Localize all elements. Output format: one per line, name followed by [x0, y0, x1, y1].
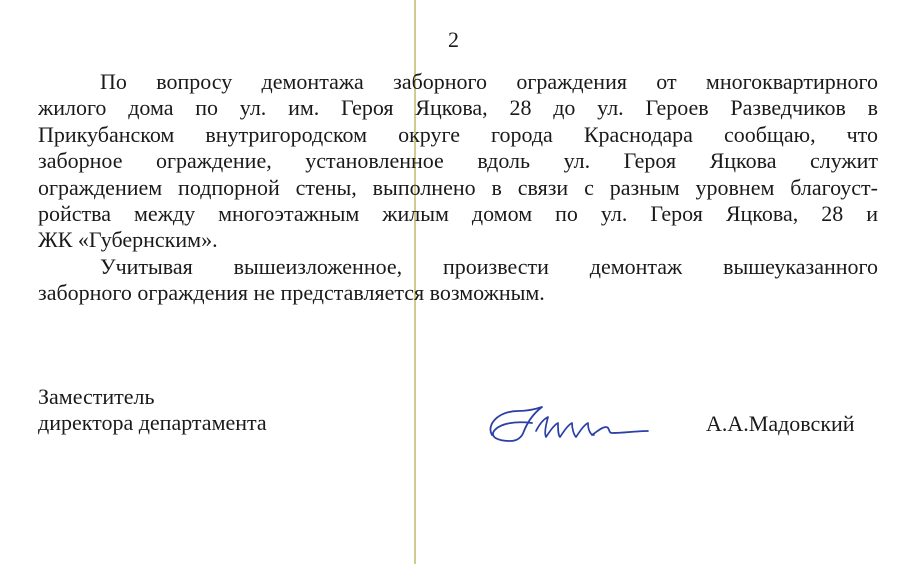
text-line: заборного ограждения не представляется возможным. — [38, 280, 545, 306]
letter-body — [38, 69, 878, 307]
signer-title-line: Заместитель — [38, 384, 155, 409]
text-line: ЖК «Губернским». — [38, 227, 218, 253]
signer-name: А.А.Мадовский — [706, 411, 855, 436]
text-line: По вопросу демонтажа заборного ограждения от многоквартирного — [100, 69, 878, 94]
signer-title — [38, 384, 267, 437]
signer-title-line: директора департамента — [38, 410, 267, 436]
text-line: Прикубанском внутригородском округе города Краснодара сообщаю, что — [38, 121, 878, 147]
handwritten-signature-icon — [484, 401, 654, 451]
text-line: жилого дома по ул. им. Героя Яцкова, 28 до ул. Героев Разведчиков в — [38, 95, 878, 121]
text-line: Учитывая вышеизложенное, произвести демонтаж вышеуказанного — [100, 253, 878, 279]
page-number: 2 — [448, 27, 459, 52]
text-line: ройства между многоэтажным жилым домом по ул. Героя Яцкова, 28 и — [38, 200, 878, 226]
paragraph-conclusion — [38, 254, 878, 307]
text-line: заборное ограждение, установленное вдоль ул. Героя Яцкова служит — [38, 148, 878, 174]
text-line: ограждением подпорной стены, выполнено в связи с разным уровнем благоуст- — [38, 174, 878, 200]
paragraph-demolition-question — [38, 69, 878, 254]
